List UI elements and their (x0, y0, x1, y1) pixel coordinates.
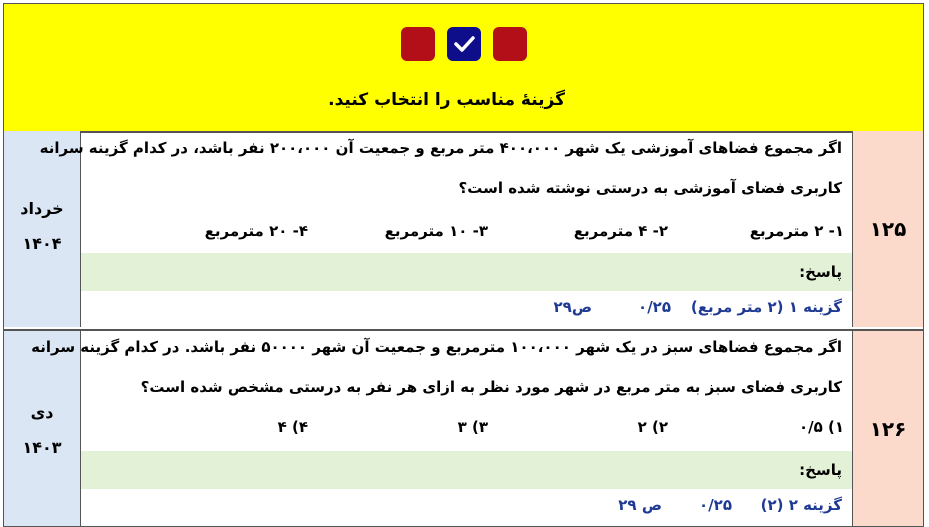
answer-choice: گزینه ۲ (۲) (760, 496, 842, 514)
option-4: ۴- ۲۰ مترمربع (204, 222, 308, 240)
answer-page: ص ۲۹ (618, 496, 662, 514)
answer-score: ۰/۲۵ (638, 298, 671, 316)
exam-month: دی (30, 403, 54, 422)
answer-choice: گزینه ۱ (۲ متر مربع) (690, 298, 842, 316)
header-banner (4, 4, 923, 133)
answer-score: ۰/۲۵ (699, 496, 732, 514)
check-box-icon (447, 27, 481, 61)
answer-page: ص۲۹ (553, 298, 592, 316)
worksheet-frame (3, 3, 924, 527)
answer-label: پاسخ: (799, 461, 842, 479)
header-title: گزینهٔ مناسب را انتخاب کنید. (328, 90, 565, 110)
question-row-126 (4, 329, 923, 527)
exam-month: خرداد (20, 199, 64, 218)
exam-date-cell (4, 131, 81, 327)
question-text-line2: کاربری فضای سبز به متر مربع در شهر مورد نظر به ازای هر نفر به درستی مشخص شده است؟ (140, 378, 842, 396)
answer-label: پاسخ: (799, 263, 842, 281)
answer-band (81, 451, 852, 489)
option-2: ۲- ۴ مترمربع (573, 222, 668, 240)
exam-date-cell (4, 331, 81, 527)
option-3: ۳) ۳ (457, 418, 488, 436)
red-square-icon (401, 27, 435, 61)
question-text-line1: اگر مجموع فضاهای آموزشی یک شهر ۴۰۰،۰۰۰ متر مربع و جمعیت آن ۲۰۰،۰۰۰ نفر باشد، در کدام گزینه سرانه (39, 139, 842, 157)
question-number-cell (852, 131, 923, 327)
option-3: ۳- ۱۰ مترمربع (384, 222, 488, 240)
option-1: ۱- ۲ مترمربع (749, 222, 844, 240)
exam-year: ۱۴۰۳ (22, 438, 62, 457)
question-number-cell (852, 331, 923, 527)
question-number: ۱۲۵ (869, 217, 907, 241)
option-2: ۲) ۲ (637, 418, 668, 436)
question-text-line2: کاربری فضای آموزشی به درستی نوشته شده است؟ (458, 179, 842, 197)
exam-year: ۱۴۰۴ (22, 234, 62, 253)
question-row-125 (4, 131, 923, 327)
option-4: ۴) ۴ (277, 418, 308, 436)
header-icons (4, 27, 923, 61)
option-1: ۱) ۰/۵ (798, 418, 844, 436)
question-number: ۱۲۶ (869, 417, 907, 441)
answer-band (81, 253, 852, 291)
red-square-icon (493, 27, 527, 61)
question-text-line1: اگر مجموع فضاهای سبز در یک شهر ۱۰۰،۰۰۰ مترمربع و جمعیت آن شهر ۵۰۰۰۰ نفر باشد. در کدام گزینه سرانه (31, 338, 842, 356)
